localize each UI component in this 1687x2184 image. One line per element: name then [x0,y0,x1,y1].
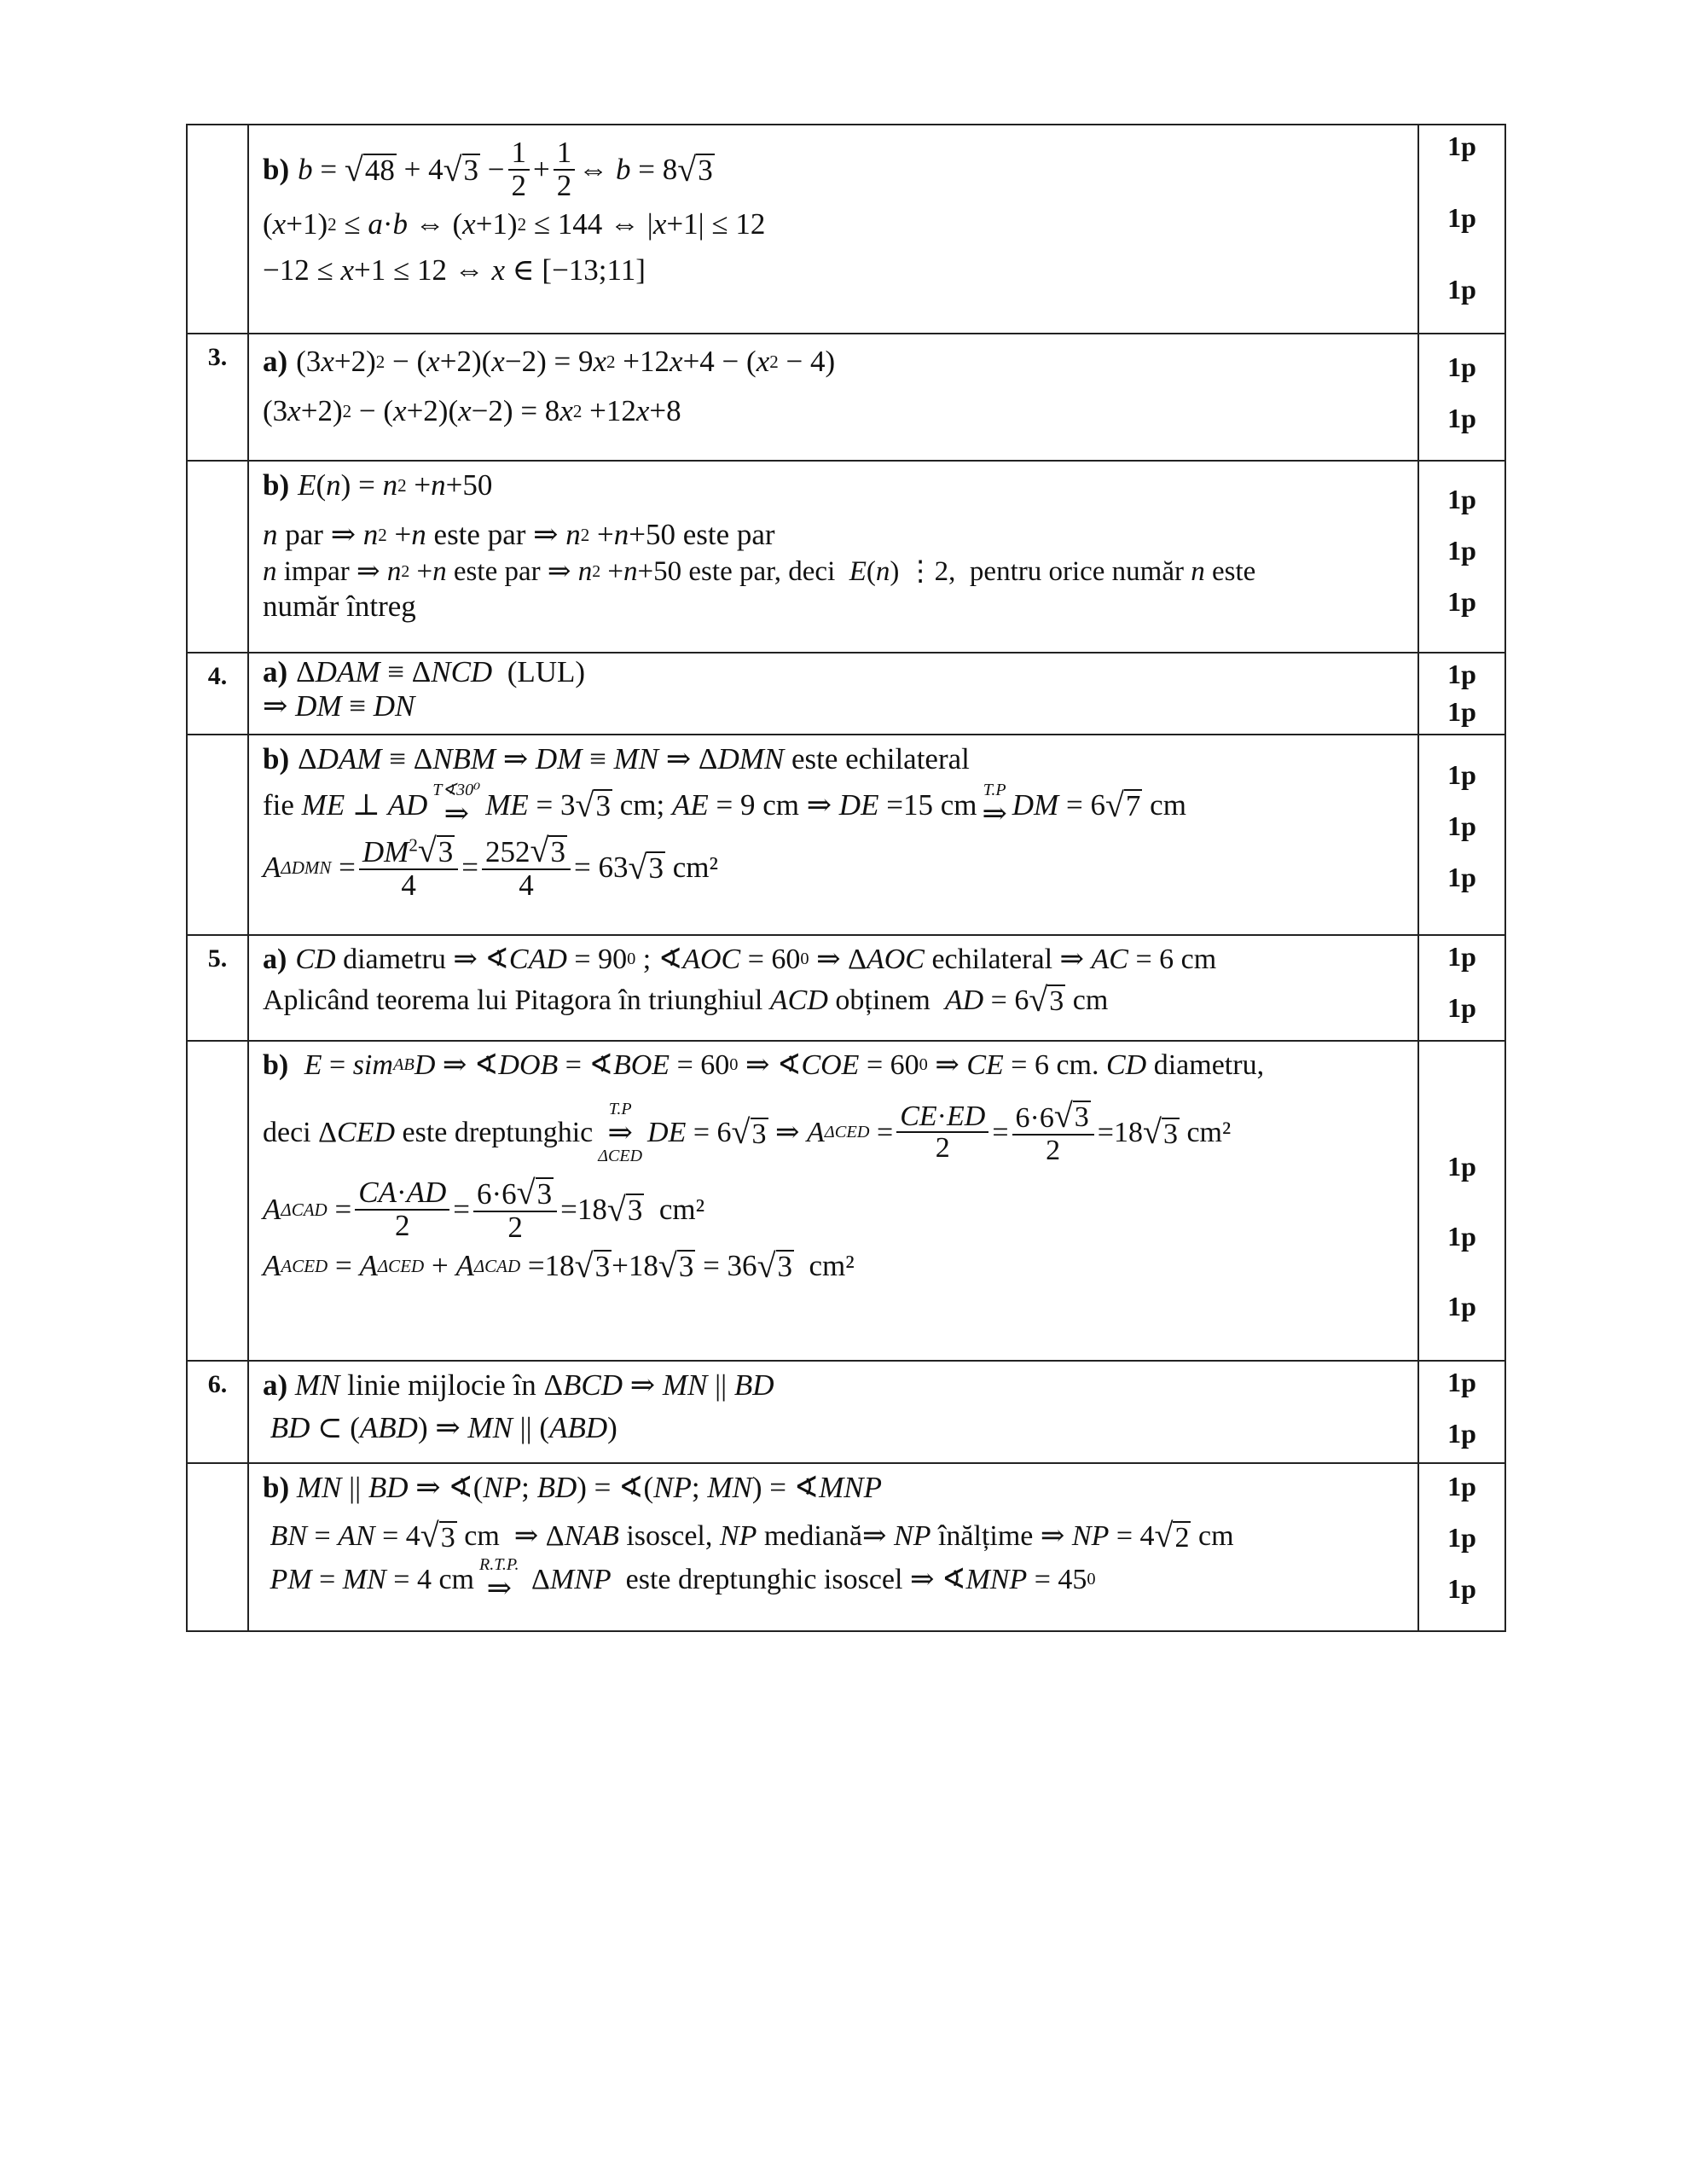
table-row [187,1041,1505,1361]
item-number [187,1463,248,1631]
item-number: 3. [187,334,248,461]
formula-line: b) MN || BD ⇒ ∢( NP ; BD ) = ∢( NP ; MN ) = ∢ MNP [263,1471,882,1504]
formula-line: BN = AN = 4 √ 3 cm ⇒ Δ NAB isoscel, NP mediană ⇒ NP înălțime ⇒ NP = 4 √ 2 cm [270,1516,1234,1555]
item-number [187,1041,248,1361]
formula-line: deci Δ CED este dreptunghic T.P ⇒ ΔCED DE = 6 √ 3 ⇒ A ΔCED = $\frac{CE\cdot ED}{2}$ = 6·6 √ 3 2 =18 √ 3 cm² [263,1096,1232,1166]
item-number [187,461,248,653]
scoring-table [186,124,1506,1632]
points-cell: 1p 1p 1p [1418,125,1505,334]
item-number: 5. [187,935,248,1041]
table-row [187,1361,1505,1463]
formula-line: a) (3 x +2) 2 − ( x +2)( x −2) = 9 x 2 +12 x +4 − ( x 2 − 4) [263,345,836,378]
item-number: 4. [187,653,248,735]
points-cell: 1p 1p 1p [1418,1463,1505,1631]
solution-content [248,935,1418,1041]
points-cell: 1p 1p [1418,334,1505,461]
formula-line: A ACED = A ΔCED + A ΔCAD =18 √ 3 +18 √ 3 = 36 √ 3 cm² [263,1246,855,1286]
formula-line: a) Δ DAM ≡ Δ NCD (LUL) [263,655,586,688]
formula-line: a) CD diametru ⇒ ∢ CAD = 90 0 ; ∢ AOC = 60 0 ⇒ Δ AOC echilateral ⇒ AC = 6 cm [263,944,1217,975]
table-row [187,653,1505,735]
table-row [187,935,1505,1041]
points-cell: 1p 1p 1p [1418,735,1505,935]
formula-line: număr întreg [263,590,416,624]
formula-line: n impar ⇒ n 2 + n este par ⇒ n 2 + n +50 este par, deci E ( n ) ⋮2, pentru orice număr n este [263,555,1256,587]
formula-line: ⇒ DM ≡ DN [263,689,415,723]
solution-content [248,1361,1418,1463]
solution-content [248,334,1418,461]
points-cell: 1p 1p 1p [1418,1041,1505,1361]
formula-line: A ΔDMN = $DM^2$ √ 3 4 = 252 √ 3 4 = 63 √ 3 cm² [263,831,718,902]
item-number [187,125,248,334]
formula-line: A ΔCAD = $\frac{CA\cdot AD}{2}$ = 6·6 √ 3 2 =18 √ 3 cm² [263,1173,705,1245]
points-cell: 1p 1p [1418,1361,1505,1463]
formula-line: BD ⊂ ( ABD ) ⇒ MN || ( ABD ) [270,1411,617,1445]
table-row [187,1463,1505,1631]
table-row [187,125,1505,334]
formula-line: a) MN linie mijlocie în Δ BCD ⇒ MN || BD [263,1368,774,1402]
table-row [187,735,1505,935]
formula-line: b) Δ DAM ≡ Δ NBM ⇒ DM ≡ MN ⇒ Δ DMN este echilateral [263,742,970,775]
solution-content [248,461,1418,653]
formula-line: b) b = √ 48 + 4 √ 3 − $\frac{1}{2}$ + $\frac{1}{2}$ ⇔ b = 8 √ 3 [263,136,713,202]
formula-line: PM = MN = 4 cm R.T.P. ⇒ Δ MNP este dreptunghic isoscel ⇒ ∢ MNP = 45 0 [270,1555,1096,1606]
formula-line: ( x +1) 2 ≤ a · b ⇔ ( x +1) 2 ≤ 144 ⇔ | x +1| ≤ 12 [263,206,766,241]
points-cell: 1p 1p 1p [1418,461,1505,653]
item-number: 6. [187,1361,248,1463]
formula-line: b) E = sim AB D ⇒ ∢ DOB = ∢ BOE = 60 0 ⇒ ∢ COE = 60 0 ⇒ CE = 6 cm. CD diametru, [263,1049,1265,1081]
points-cell: 1p 1p [1418,935,1505,1041]
item-number [187,735,248,935]
solution-content [248,735,1418,935]
formula-line: (3 x +2) 2 − ( x +2)( x −2) = 8 x 2 +12 x +8 [263,394,681,428]
solution-content [248,653,1418,735]
solution-content [248,1463,1418,1631]
formula-line: −12 ≤ x +1 ≤ 12 ⇔ x ∈ [−13;11] [263,253,646,287]
formula-line: n par ⇒ n 2 + n este par ⇒ n 2 + n +50 este par [263,518,775,552]
formula-line: fie ME ⊥ AD T∢30⁰ ⇒ ME = 3 √ 3 cm ; AE = 9 cm ⇒ DE =15 cm T.P ⇒ DM = 6 √ 7 cm [263,781,1186,831]
points-cell: 1p 1p [1418,653,1505,735]
solution-content [248,125,1418,334]
formula-line: b) E ( n ) = n 2 + n +50 [263,468,493,502]
formula-line: Aplicând teorema lui Pitagora în triunghiul ACD obținem AD = 6 √ 3 cm [263,980,1109,1019]
table-row [187,334,1505,461]
table-row [187,461,1505,653]
solution-content [248,1041,1418,1361]
